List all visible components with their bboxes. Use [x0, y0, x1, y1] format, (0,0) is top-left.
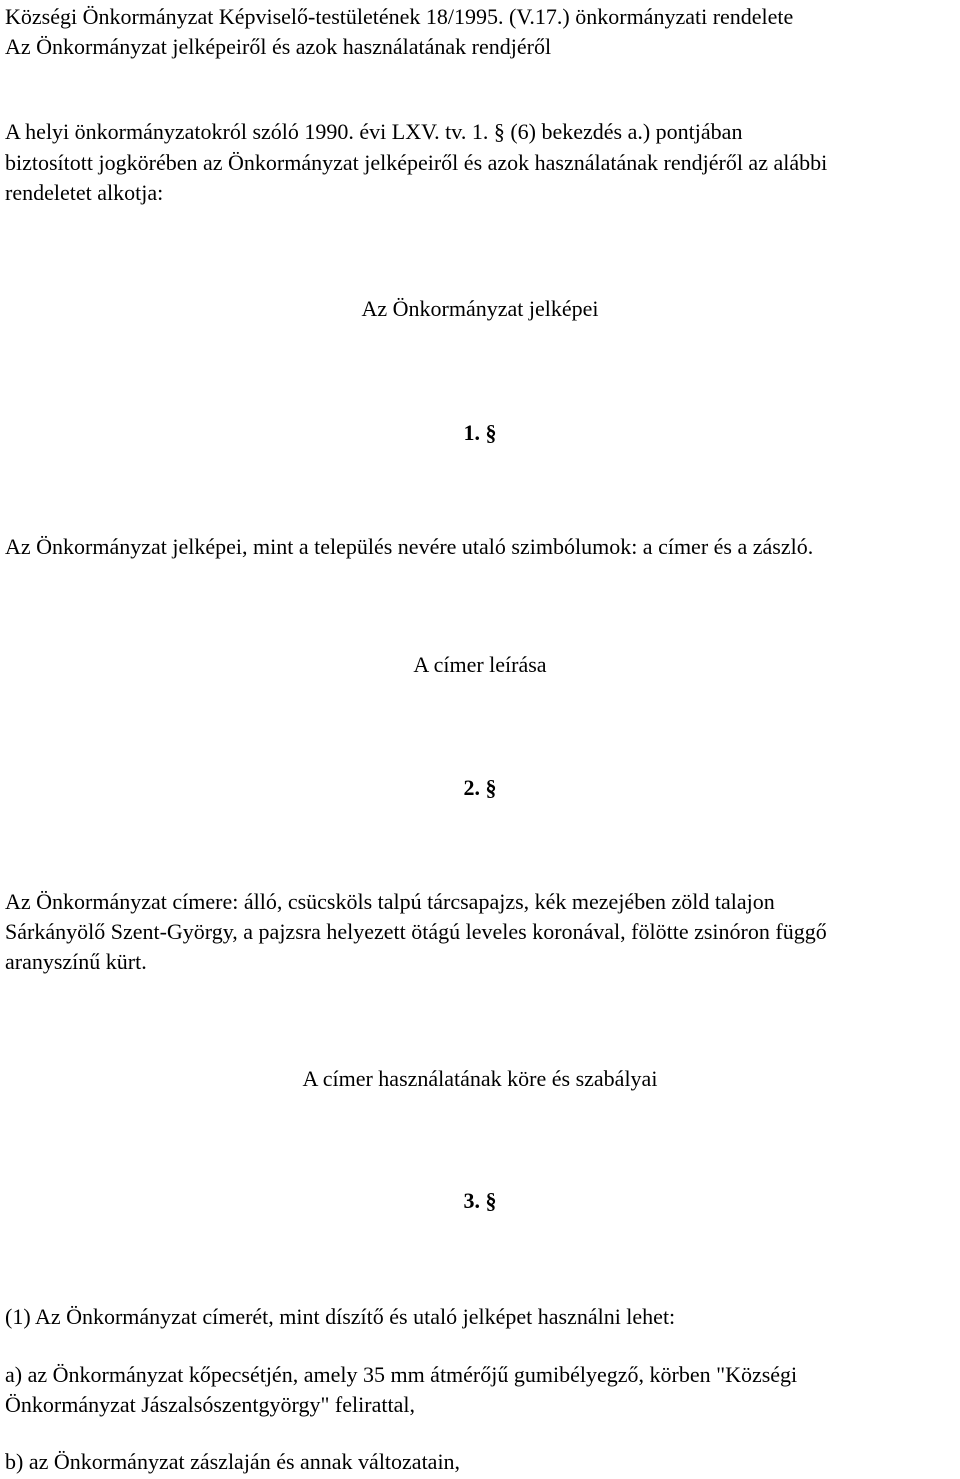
preamble-line-3: rendeletet alkotja: — [5, 180, 164, 205]
preamble-line-2: biztosított jogkörében az Önkormányzat jelképeiről és azok használatának rendjéről az alábbi — [5, 150, 828, 175]
section-2-line-1: Az Önkormányzat címere: álló, csücsköls talpú tárcsapajzs, kék mezejében zöld talajon — [5, 889, 775, 914]
section-2-line-3: aranyszínű kürt. — [5, 949, 147, 974]
section-2-line-2: Sárkányölő Szent-György, a pajzsra helyezett ötágú leveles koronával, fölötte zsinóron függő — [5, 919, 827, 944]
section-3-heading: A címer használatának köre és szabályai — [302, 1066, 658, 1091]
section-2-heading: A címer leírása — [413, 652, 547, 677]
section-3-item-a-line-1: a) az Önkormányzat kőpecsétjén, amely 35 mm átmérőjű gumibélyegző, körben "Községi — [5, 1362, 798, 1387]
section-3-paragraph-1: (1) Az Önkormányzat címerét, mint díszítő és utaló jelképet használni lehet: — [5, 1304, 676, 1329]
title-line-2: Az Önkormányzat jelképeiről és azok használatának rendjéről — [5, 34, 552, 59]
section-3-number: 3. § — [463, 1188, 497, 1213]
preamble-line-1: A helyi önkormányzatokról szóló 1990. évi LXV. tv. 1. § (6) bekezdés a.) pontjában — [5, 119, 743, 144]
section-3-item-a-line-2: Önkormányzat Jászalsószentgyörgy" felirattal, — [5, 1392, 415, 1417]
section-3-item-b: b) az Önkormányzat zászlaján és annak változatain, — [5, 1449, 461, 1474]
section-1-number: 1. § — [463, 420, 497, 445]
section-2-number: 2. § — [463, 775, 497, 800]
section-1-heading: Az Önkormányzat jelképei — [361, 296, 599, 321]
title-line-1: Községi Önkormányzat Képviselő-testületének 18/1995. (V.17.) önkormányzati rendelete — [5, 4, 794, 29]
section-1-text: Az Önkormányzat jelképei, mint a település nevére utaló szimbólumok: a címer és a zászló. — [5, 534, 814, 559]
